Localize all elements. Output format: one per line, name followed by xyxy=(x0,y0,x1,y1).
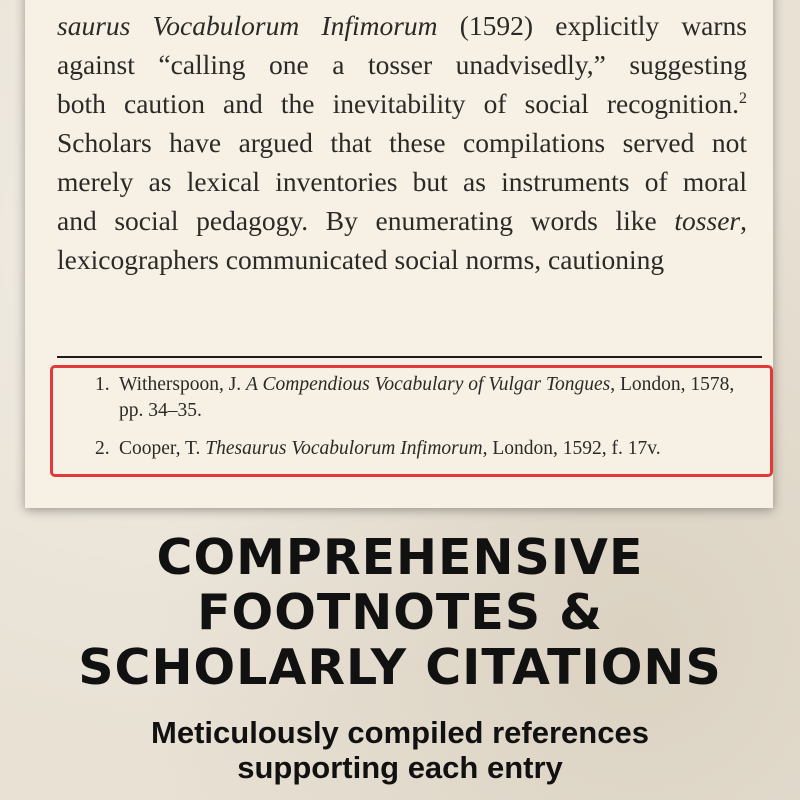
footnote-number: 2. xyxy=(95,438,110,459)
body-line: merely as lexical inventories but as instruments of moral xyxy=(57,166,747,197)
footnote-ref[interactable]: 2 xyxy=(739,89,747,107)
subheadline xyxy=(0,715,800,785)
headline xyxy=(0,530,800,695)
headline-line: FOOTNOTES & xyxy=(197,584,603,641)
headline-line: COMPREHENSIVE xyxy=(156,529,644,586)
body-line: against “calling one a tosser unadvisedly,” suggesting xyxy=(57,49,747,80)
body-text xyxy=(57,6,747,279)
citation-title: A Compendious Vocabulary of Vulgar Tongues xyxy=(246,374,611,395)
citation-title: Thesaurus Vocabulorum Infimorum xyxy=(205,438,483,459)
footnote-2: 2. Cooper, T. Thesaurus Vocabulorum Infimorum, London, 1592, f. 17v. xyxy=(95,436,755,462)
book-title-italic: saurus Vocabulorum Infimorum xyxy=(57,10,438,41)
body-line: Scholars have argued that these compilations served not xyxy=(57,127,747,158)
term-italic: tosser xyxy=(674,205,741,236)
footnote-separator xyxy=(57,356,762,358)
footnote-number: 1. xyxy=(95,374,110,395)
subheadline-line: Meticulously compiled references xyxy=(151,715,649,750)
footnote-list xyxy=(95,372,755,462)
footnote-1: 1. Witherspoon, J. A Compendious Vocabulary of Vulgar Tongues, London, 1578, pp. 34–35. xyxy=(95,374,735,421)
body-line: and social pedagogy. By enumerating words like tosser, xyxy=(57,205,747,236)
book-page xyxy=(25,0,773,508)
body-line: lexicographers communicated social norms, cautioning xyxy=(57,244,665,275)
body-line: both caution and the inevitability of social recognition.$^2$ xyxy=(57,88,747,119)
body-line: saurus Vocabulorum Infimorum (1592) explicitly warns xyxy=(57,10,747,41)
headline-line: SCHOLARLY CITATIONS xyxy=(78,639,722,696)
subheadline-line: supporting each entry xyxy=(237,750,563,785)
